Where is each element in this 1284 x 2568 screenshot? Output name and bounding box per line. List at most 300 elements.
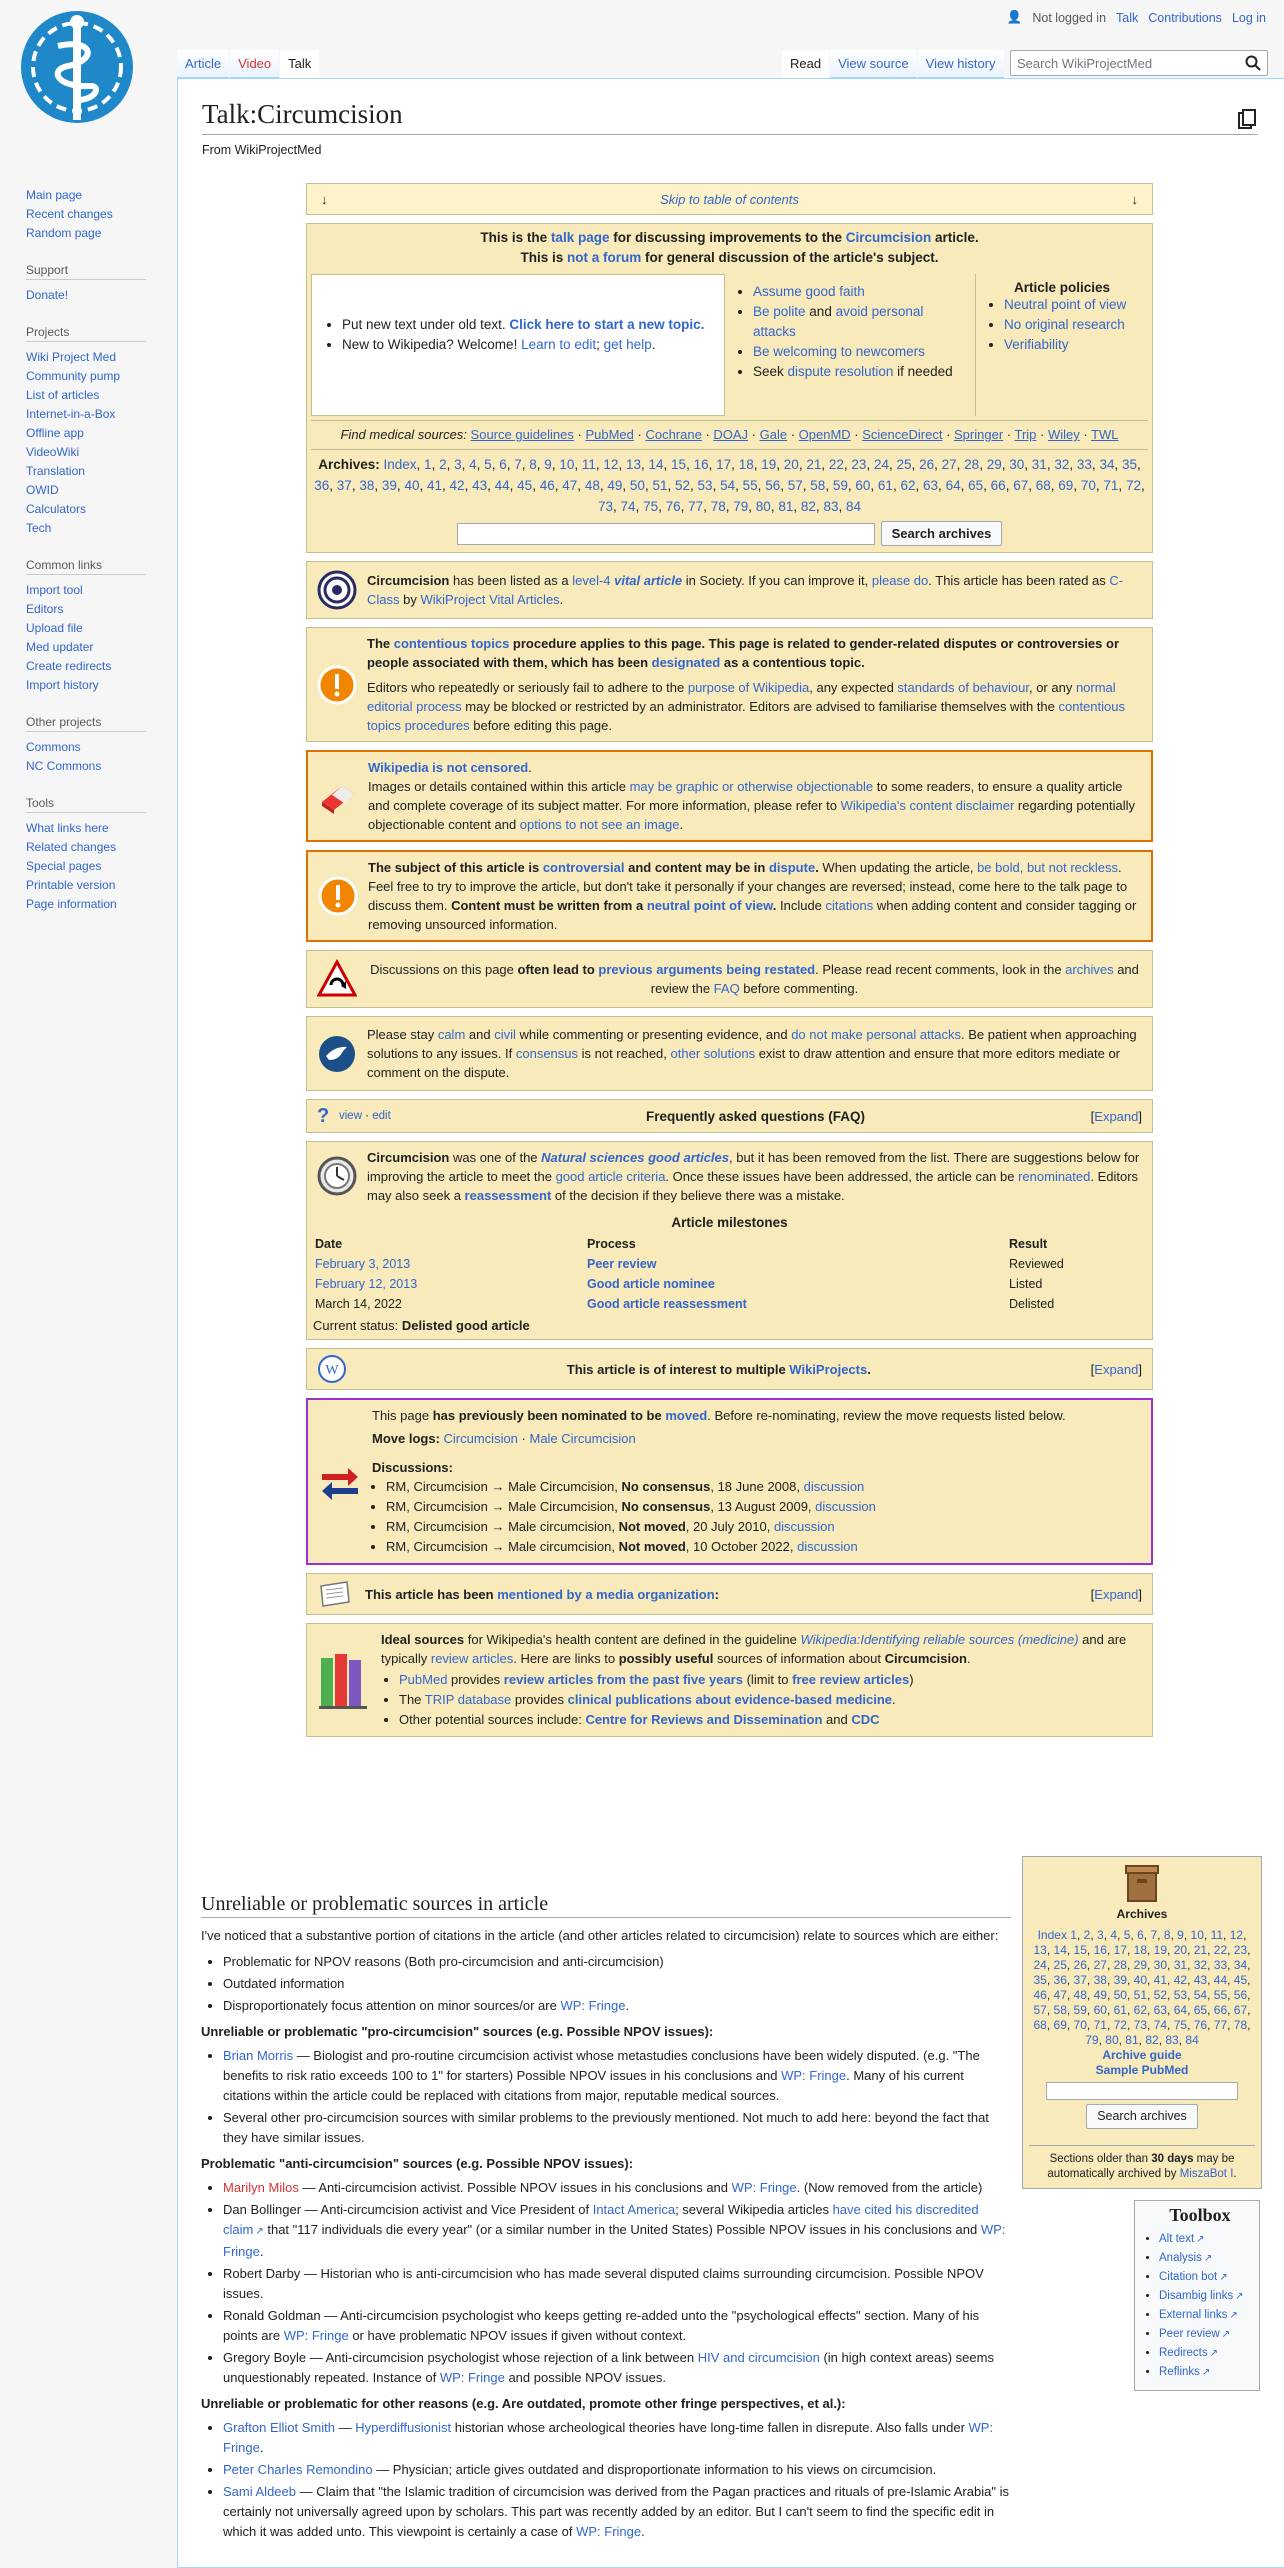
archive-number-link[interactable]: 11 <box>581 457 596 472</box>
archive-number-link[interactable]: 69 <box>1053 2018 1067 2032</box>
sidebar-item-main-page[interactable]: Main page <box>26 188 83 202</box>
archive-number-link[interactable]: 73 <box>1133 2018 1147 2032</box>
sidebar-item-editors[interactable]: Editors <box>26 602 64 616</box>
gale-link[interactable]: Gale <box>759 427 788 442</box>
archive-number-link[interactable]: 57 <box>787 478 803 493</box>
dispute-resolution-link[interactable]: dispute resolution <box>787 364 894 379</box>
archive-number-link[interactable]: 50 <box>1113 1988 1127 2002</box>
wp-fringe-link[interactable]: WP: Fringe <box>283 2328 349 2343</box>
archive-number-link[interactable]: 47 <box>562 478 578 493</box>
wp-fringe-link[interactable]: WP: Fringe <box>731 2180 797 2195</box>
archive-number-link[interactable]: 61 <box>877 478 893 493</box>
archive-number-link[interactable]: 82 <box>800 499 816 514</box>
archive-number-link[interactable]: 70 <box>1073 2018 1087 2032</box>
faq-expand[interactable]: [Expand] <box>1090 1108 1142 1124</box>
sidebar-item-community-pump[interactable]: Community pump <box>26 369 121 383</box>
archive-number-link[interactable]: 4 <box>469 457 477 472</box>
archive-number-link[interactable]: 50 <box>629 478 645 493</box>
be-polite-link[interactable]: Be polite <box>753 304 806 319</box>
sidebar-item-related-changes[interactable]: Related changes <box>26 840 117 854</box>
page-icon[interactable] <box>1238 109 1256 129</box>
sidebar-item-import-tool[interactable]: Import tool <box>26 583 83 597</box>
free-reviews-link[interactable]: free review articles <box>792 1672 910 1687</box>
source-guidelines-link[interactable]: Source guidelines <box>470 427 574 442</box>
sami-aldeeb-link[interactable]: Sami Aldeeb <box>223 2484 296 2499</box>
trip-link[interactable]: Trip <box>1014 427 1037 442</box>
archive-number-link[interactable]: 32 <box>1054 457 1070 472</box>
archive-number-link[interactable]: 33 <box>1213 1958 1228 1972</box>
archive-number-link[interactable]: 14 <box>648 457 664 472</box>
sidebar-item-what-links-here[interactable]: What links here <box>26 821 109 835</box>
archive-number-link[interactable]: 75 <box>1173 2018 1188 2032</box>
talk-page-link[interactable]: talk page <box>550 230 610 245</box>
toolbox-analysis-link[interactable]: Analysis ↗ <box>1159 2252 1212 2264</box>
archive-number-link[interactable]: 17 <box>1113 1943 1127 1957</box>
neutral-pov-link[interactable]: neutral point of view <box>646 898 773 913</box>
archive-number-link[interactable]: 11 <box>1210 1928 1224 1942</box>
archive-number-link[interactable]: 76 <box>665 499 681 514</box>
archive-number-link[interactable]: 79 <box>733 499 749 514</box>
faq-link[interactable]: FAQ <box>713 981 740 996</box>
milestone-date-link[interactable]: February 12, 2013 <box>315 1277 418 1291</box>
archive-number-link[interactable]: 26 <box>919 457 935 472</box>
archive-number-link[interactable]: 3 <box>1097 1928 1104 1942</box>
sidebar-item-commons[interactable]: Commons <box>26 740 81 754</box>
wikiprojects-expand[interactable]: [Expand] <box>1090 1361 1142 1377</box>
archive-number-link[interactable]: 55 <box>1213 1988 1228 2002</box>
archive-number-link[interactable]: 22 <box>828 457 844 472</box>
archive-box-search-input[interactable] <box>1046 2082 1238 2100</box>
discussion-link[interactable]: discussion <box>815 1499 876 1514</box>
sidebar-item-nc-commons[interactable]: NC Commons <box>26 759 102 773</box>
archive-number-link[interactable]: 5 <box>1123 1928 1131 1942</box>
archive-number-link[interactable]: 21 <box>806 457 822 472</box>
wikiprojects-expand-link[interactable]: Expand <box>1094 1361 1139 1377</box>
archive-number-link[interactable]: 7 <box>1150 1928 1158 1942</box>
archive-number-link[interactable]: 68 <box>1035 478 1051 493</box>
archive-number-link[interactable]: 59 <box>832 478 848 493</box>
archive-number-link[interactable]: 59 <box>1073 2003 1087 2017</box>
archive-number-link[interactable]: 28 <box>964 457 980 472</box>
faq-view-link[interactable]: view <box>339 1110 363 1122</box>
archive-number-link[interactable]: 55 <box>742 478 758 493</box>
search-archives-button[interactable]: Search archives <box>881 521 1003 546</box>
archive-number-link[interactable]: 54 <box>1193 1988 1208 2002</box>
archive-number-link[interactable]: 65 <box>1193 2003 1208 2017</box>
archive-number-link[interactable]: 83 <box>1165 2033 1179 2047</box>
archive-number-link[interactable]: 35 <box>1121 457 1138 472</box>
archive-number-link[interactable]: 83 <box>823 499 839 514</box>
archive-number-link[interactable]: 29 <box>1133 1958 1147 1972</box>
sidebar-item-calculators[interactable]: Calculators <box>26 502 87 516</box>
designated-link[interactable]: designated <box>651 655 721 670</box>
archive-number-link[interactable]: 12 <box>1229 1928 1244 1942</box>
level-4-link[interactable]: level-4 <box>572 573 611 588</box>
civil-link[interactable]: civil <box>494 1027 516 1042</box>
c-class-link[interactable]: C-Class <box>367 573 1124 607</box>
archive-number-link[interactable]: 77 <box>688 499 704 514</box>
archive-number-link[interactable]: 8 <box>1163 1928 1171 1942</box>
clinical-publications-link[interactable]: clinical publications about evidence-based medicine <box>567 1692 893 1707</box>
archive-number-link[interactable]: 42 <box>1173 1973 1188 1987</box>
trip-database-link[interactable]: TRIP database <box>424 1692 512 1707</box>
archive-number-link[interactable]: 8 <box>529 457 537 472</box>
brian-morris-link[interactable]: Brian Morris <box>223 2048 294 2063</box>
archive-number-link[interactable]: 15 <box>1073 1943 1087 1957</box>
toolbox-disambig-links-link[interactable]: Disambig links ↗ <box>1159 2290 1244 2302</box>
archive-number-link[interactable]: 74 <box>620 499 636 514</box>
archive-number-link[interactable]: 22 <box>1213 1943 1228 1957</box>
personal-talk-link[interactable]: Talk <box>1116 10 1139 25</box>
archive-number-link[interactable]: 48 <box>1073 1988 1087 2002</box>
archive-number-link[interactable]: 78 <box>1233 2018 1248 2032</box>
archive-number-link[interactable]: 75 <box>643 499 659 514</box>
archive-number-link[interactable]: 20 <box>1173 1943 1188 1957</box>
archive-number-link[interactable]: 18 <box>738 457 754 472</box>
milestone-process-link[interactable]: Good article reassessment <box>587 1297 747 1311</box>
dispute-link[interactable]: dispute <box>768 860 816 875</box>
archive-number-link[interactable]: 41 <box>1153 1973 1168 1987</box>
archive-number-link[interactable]: 61 <box>1113 2003 1127 2017</box>
skip-to-toc-bar[interactable] <box>306 183 1153 215</box>
archive-number-link[interactable]: 23 <box>1233 1943 1248 1957</box>
archive-number-link[interactable]: 78 <box>710 499 726 514</box>
archive-number-link[interactable]: 27 <box>1093 1958 1107 1972</box>
identifying-reliable-sources-link[interactable]: Wikipedia:Identifying reliable sources (medicine) <box>800 1632 1079 1647</box>
archive-number-link[interactable]: 80 <box>1105 2033 1119 2047</box>
archive-number-link[interactable]: 34 <box>1099 457 1115 472</box>
previous-arguments-link[interactable]: previous arguments being restated <box>598 962 816 977</box>
discussion-link[interactable]: discussion <box>797 1539 858 1554</box>
archive-number-link[interactable]: 1 <box>1070 1928 1077 1942</box>
archive-number-link[interactable]: 5 <box>484 457 492 472</box>
archive-number-link[interactable]: 44 <box>1213 1973 1228 1987</box>
archive-number-link[interactable]: 43 <box>472 478 488 493</box>
sidebar-item-upload-file[interactable]: Upload file <box>26 621 83 635</box>
standards-link[interactable]: standards of behaviour <box>897 680 1029 695</box>
archive-number-link[interactable]: 46 <box>1033 1988 1047 2002</box>
sidebar-item-donate[interactable]: Donate! <box>26 288 69 302</box>
archive-number-link[interactable]: 9 <box>1177 1928 1184 1942</box>
archive-number-link[interactable]: 64 <box>1173 2003 1188 2017</box>
archive-number-link[interactable]: 60 <box>1093 2003 1107 2017</box>
archive-number-link[interactable]: 69 <box>1058 478 1074 493</box>
pubmed-link[interactable]: PubMed <box>585 427 634 442</box>
consensus-link[interactable]: consensus <box>515 1046 579 1061</box>
archive-number-link[interactable]: 62 <box>1133 2003 1147 2017</box>
wp-fringe-link[interactable]: WP: Fringe <box>576 2524 642 2539</box>
archive-index-link[interactable]: Index <box>383 457 417 472</box>
cdc-link[interactable]: CDC <box>851 1712 880 1727</box>
toolbox-peer-review-link[interactable]: Peer review ↗ <box>1159 2328 1230 2340</box>
archive-number-link[interactable]: 48 <box>584 478 600 493</box>
circumcision-article-link[interactable]: Circumcision <box>845 230 932 245</box>
discussion-link[interactable]: discussion <box>773 1519 835 1534</box>
archive-number-link[interactable]: 28 <box>1113 1958 1127 1972</box>
archive-number-link[interactable]: 37 <box>1073 1973 1087 1987</box>
archive-number-link[interactable]: 10 <box>1190 1928 1204 1942</box>
archive-number-link[interactable]: 60 <box>855 478 871 493</box>
archive-number-link[interactable]: 18 <box>1133 1943 1147 1957</box>
archive-number-link[interactable]: 67 <box>1233 2003 1248 2017</box>
milestone-process-link[interactable]: Peer review <box>587 1257 657 1271</box>
doaj-link[interactable]: DOAJ <box>713 427 749 442</box>
archive-number-link[interactable]: 20 <box>783 457 799 472</box>
search-input[interactable] <box>1010 50 1268 76</box>
archive-number-link[interactable]: 21 <box>1193 1943 1208 1957</box>
archive-number-link[interactable]: 58 <box>1053 2003 1067 2017</box>
sidebar-item-create-redirects[interactable]: Create redirects <box>26 659 112 673</box>
archive-number-link[interactable]: 81 <box>1125 2033 1139 2047</box>
archive-number-link[interactable]: 81 <box>778 499 794 514</box>
archive-number-link[interactable]: 79 <box>1085 2033 1099 2047</box>
archive-number-link[interactable]: 30 <box>1153 1958 1168 1972</box>
archive-number-link[interactable]: 63 <box>923 478 939 493</box>
archive-number-link[interactable]: 71 <box>1103 478 1119 493</box>
toolbox-reflinks-link[interactable]: Reflinks ↗ <box>1159 2366 1210 2378</box>
archive-number-link[interactable]: 17 <box>716 457 732 472</box>
openmd-link[interactable]: OpenMD <box>798 427 851 442</box>
archive-number-link[interactable]: 24 <box>873 457 889 472</box>
archive-number-link[interactable]: 76 <box>1193 2018 1208 2032</box>
hyperdiffusionist-link[interactable]: Hyperdiffusionist <box>355 2420 452 2435</box>
archive-number-link[interactable]: 26 <box>1073 1958 1087 1972</box>
sidebar-item-internet-in-a-box[interactable]: Internet-in-a-Box <box>26 407 116 421</box>
skip-to-toc-link[interactable]: Skip to table of contents <box>660 191 799 207</box>
archive-number-link[interactable]: 14 <box>1053 1943 1067 1957</box>
archive-number-link[interactable]: 47 <box>1053 1988 1067 2002</box>
get-help-link[interactable]: get help <box>603 337 652 352</box>
archive-number-link[interactable]: 35 <box>1033 1973 1047 1987</box>
sidebar-item-printable-version[interactable]: Printable version <box>26 878 116 892</box>
marilyn-milos-link[interactable]: Marilyn Milos <box>223 2180 299 2195</box>
sidebar-item-wiki-project-med[interactable]: Wiki Project Med <box>26 350 117 364</box>
not-censored-link[interactable]: Wikipedia is not censored <box>368 760 529 775</box>
archive-number-link[interactable]: 29 <box>986 457 1002 472</box>
springer-link[interactable]: Springer <box>954 427 1004 442</box>
archive-number-link[interactable]: 84 <box>845 499 862 514</box>
sample-pubmed-link[interactable]: Sample PubMed <box>1095 2063 1189 2077</box>
archive-number-link[interactable]: 58 <box>810 478 826 493</box>
archive-number-link[interactable]: 2 <box>439 457 447 472</box>
wp-fringe-link[interactable]: WP: Fringe <box>223 2420 994 2455</box>
controversial-link[interactable]: controversial <box>542 860 625 875</box>
wp-fringe-link[interactable]: WP: Fringe <box>223 2222 1006 2259</box>
sciencedirect-link[interactable]: ScienceDirect <box>862 427 943 442</box>
archive-number-link[interactable]: 71 <box>1093 2018 1107 2032</box>
ga-criteria-link[interactable]: good article criteria <box>555 1169 666 1184</box>
site-logo[interactable] <box>18 8 136 150</box>
archive-box-search-button[interactable]: Search archives <box>1086 2104 1198 2129</box>
archive-number-link[interactable]: 1 <box>424 457 432 472</box>
archive-number-link[interactable]: 65 <box>968 478 984 493</box>
sidebar-item-owid[interactable]: OWID <box>26 483 59 497</box>
reassessment-link[interactable]: reassessment <box>464 1188 552 1203</box>
archive-number-link[interactable]: 19 <box>761 457 777 472</box>
archive-number-link[interactable]: 40 <box>404 478 420 493</box>
archive-number-link[interactable]: 66 <box>990 478 1006 493</box>
archive-number-link[interactable]: 10 <box>559 457 575 472</box>
sidebar-item-list-of-articles[interactable]: List of articles <box>26 388 100 402</box>
please-do-link[interactable]: please do <box>871 573 929 588</box>
contentious-topics-link[interactable]: contentious topics <box>393 636 510 651</box>
hiv-circumcision-link[interactable]: HIV and circumcision <box>697 2350 820 2365</box>
sidebar-item-page-information[interactable]: Page information <box>26 897 117 911</box>
archive-number-link[interactable]: 67 <box>1013 478 1029 493</box>
media-expand[interactable]: [Expand] <box>1090 1586 1142 1602</box>
sidebar-item-tech[interactable]: Tech <box>26 521 52 535</box>
archive-number-link[interactable]: 39 <box>1113 1973 1127 1987</box>
wikiprojects-link[interactable]: WikiProjects <box>789 1361 868 1377</box>
archive-number-link[interactable]: 56 <box>765 478 781 493</box>
intact-america-link[interactable]: Intact America <box>592 2202 676 2217</box>
archive-number-link[interactable]: 82 <box>1145 2033 1159 2047</box>
move-log-link[interactable]: Male Circumcision <box>529 1431 636 1446</box>
media-organization-link[interactable]: mentioned by a media organization <box>497 1586 715 1602</box>
archive-number-link[interactable]: 15 <box>671 457 687 472</box>
archive-number-link[interactable]: 16 <box>1093 1943 1107 1957</box>
tab-video[interactable]: Video <box>230 50 279 78</box>
move-log-link[interactable]: Circumcision <box>443 1431 518 1446</box>
archive-number-link[interactable]: 36 <box>314 478 330 493</box>
tab-view-history[interactable]: View history <box>918 50 1004 78</box>
archive-number-link[interactable]: 43 <box>1193 1973 1208 1987</box>
archive-number-link[interactable]: 33 <box>1076 457 1092 472</box>
archive-number-link[interactable]: 9 <box>544 457 552 472</box>
tab-article[interactable]: Article <box>177 50 229 78</box>
archive-search-input[interactable] <box>457 523 875 545</box>
no-personal-attacks-link[interactable]: do not make personal attacks <box>791 1027 962 1042</box>
media-expand-link[interactable]: Expand <box>1094 1586 1139 1602</box>
archive-number-link[interactable]: 72 <box>1125 478 1141 493</box>
wp-fringe-link[interactable]: WP: Fringe <box>781 2068 847 2083</box>
archive-number-link[interactable]: 30 <box>1009 457 1025 472</box>
archive-number-link[interactable]: 32 <box>1193 1958 1208 1972</box>
moved-link[interactable]: moved <box>665 1408 708 1423</box>
archive-number-link[interactable]: 25 <box>1053 1958 1067 1972</box>
archive-number-link[interactable]: 13 <box>1033 1943 1047 1957</box>
archives-link[interactable]: archives <box>1065 962 1114 977</box>
archive-number-link[interactable]: 52 <box>675 478 691 493</box>
archive-number-link[interactable]: 31 <box>1031 457 1047 472</box>
recent-reviews-link[interactable]: review articles from the past five years <box>503 1672 743 1687</box>
objectionable-link[interactable]: may be graphic or otherwise objectionable <box>629 779 874 794</box>
contentious-procedures-link[interactable]: contentious topics procedures <box>367 699 1125 733</box>
assume-good-faith-link[interactable]: Assume good faith <box>753 284 865 299</box>
archive-number-link[interactable]: 2 <box>1083 1928 1091 1942</box>
toolbox-redirects-link[interactable]: Redirects ↗ <box>1159 2347 1218 2359</box>
natural-sciences-ga-link[interactable]: Natural sciences good articles <box>541 1150 729 1165</box>
sidebar-item-random-page[interactable]: Random page <box>26 226 102 240</box>
archive-number-link[interactable]: 38 <box>359 478 375 493</box>
faq-expand-link[interactable]: Expand <box>1094 1108 1139 1124</box>
sidebar-item-med-updater[interactable]: Med updater <box>26 640 94 654</box>
archive-number-link[interactable]: 40 <box>1133 1973 1147 1987</box>
welcoming-link[interactable]: Be welcoming to newcomers <box>753 344 925 359</box>
archive-number-link[interactable]: 49 <box>607 478 623 493</box>
archive-number-link[interactable]: 3 <box>454 457 462 472</box>
archive-number-link[interactable]: 7 <box>514 457 522 472</box>
grafton-elliot-smith-link[interactable]: Grafton Elliot Smith <box>223 2420 335 2435</box>
archive-number-link[interactable]: 39 <box>381 478 397 493</box>
archive-number-link[interactable]: 19 <box>1153 1943 1168 1957</box>
archive-number-link[interactable]: 70 <box>1080 478 1096 493</box>
calm-link[interactable]: calm <box>437 1027 466 1042</box>
archive-number-link[interactable]: 45 <box>517 478 533 493</box>
not-a-forum-link[interactable]: not a forum <box>566 250 642 265</box>
archive-index-link[interactable]: Index <box>1037 1928 1067 1942</box>
archive-number-link[interactable]: 36 <box>1053 1973 1067 1987</box>
verifiability-link[interactable]: Verifiability <box>1004 337 1069 352</box>
tab-talk[interactable]: Talk <box>280 50 319 78</box>
renominated-link[interactable]: renominated <box>1018 1169 1091 1184</box>
archive-number-link[interactable]: 57 <box>1033 2003 1047 2017</box>
archive-number-link[interactable]: 64 <box>945 478 961 493</box>
purpose-link[interactable]: purpose of Wikipedia <box>687 680 810 695</box>
no-original-research-link[interactable]: No original research <box>1004 317 1125 332</box>
options-not-see-image-link[interactable]: options to not see an image <box>519 817 680 832</box>
archive-number-link[interactable]: 41 <box>426 478 443 493</box>
sidebar-item-offline-app[interactable]: Offline app <box>26 426 84 440</box>
miszabot-link[interactable]: MiszaBot I <box>1179 2168 1234 2180</box>
archive-number-link[interactable]: 44 <box>494 478 510 493</box>
review-articles-link[interactable]: review articles <box>430 1651 514 1666</box>
vital-article-link[interactable]: vital article <box>614 573 683 588</box>
toolbox-citation-bot-link[interactable]: Citation bot ↗ <box>1159 2271 1228 2283</box>
archive-number-link[interactable]: 4 <box>1110 1928 1118 1942</box>
sidebar-item-videowiki[interactable]: VideoWiki <box>26 445 80 459</box>
archive-number-link[interactable]: 24 <box>1033 1958 1047 1972</box>
wp-fringe-link[interactable]: WP: Fringe <box>439 2370 505 2385</box>
editorial-process-link[interactable]: normal editorial process <box>367 680 1116 714</box>
learn-to-edit-link[interactable]: Learn to edit <box>521 337 597 352</box>
wikiproject-vital-link[interactable]: WikiProject Vital Articles <box>420 592 560 607</box>
archive-number-link[interactable]: 16 <box>693 457 709 472</box>
archive-number-link[interactable]: 62 <box>900 478 916 493</box>
search-icon[interactable] <box>1245 55 1261 71</box>
archive-number-link[interactable]: 13 <box>625 457 641 472</box>
archive-number-link[interactable]: 73 <box>597 499 613 514</box>
crd-link[interactable]: Centre for Reviews and Dissemination <box>585 1712 823 1727</box>
archive-number-link[interactable]: 6 <box>1137 1928 1144 1942</box>
archive-number-link[interactable]: 42 <box>449 478 465 493</box>
archive-number-link[interactable]: 77 <box>1213 2018 1228 2032</box>
milestone-date-link[interactable]: February 3, 2013 <box>315 1257 411 1271</box>
archive-number-link[interactable]: 72 <box>1113 2018 1127 2032</box>
content-disclaimer-link[interactable]: Wikipedia's content disclaimer <box>840 798 1015 813</box>
archive-number-link[interactable]: 49 <box>1093 1988 1107 2002</box>
toolbox-alt-text-link[interactable]: Alt text ↗ <box>1159 2233 1205 2245</box>
archive-number-link[interactable]: 23 <box>851 457 867 472</box>
sidebar-item-translation[interactable]: Translation <box>26 464 85 478</box>
other-solutions-link[interactable]: other solutions <box>670 1046 756 1061</box>
tab-view-source[interactable]: View source <box>830 50 917 78</box>
faq-edit-link[interactable]: edit <box>372 1110 391 1122</box>
archive-number-link[interactable]: 51 <box>652 478 668 493</box>
archive-number-link[interactable]: 31 <box>1173 1958 1188 1972</box>
archive-guide-link[interactable]: Archive guide <box>1102 2048 1182 2062</box>
avoid-personal-attacks-link[interactable]: avoid personal attacks <box>753 304 924 339</box>
archive-number-link[interactable]: 66 <box>1213 2003 1228 2017</box>
archive-number-link[interactable]: 12 <box>603 457 619 472</box>
discredited-claim-link[interactable]: have cited his discredited claim ↗ <box>223 2202 979 2237</box>
archive-number-link[interactable]: 53 <box>697 478 713 493</box>
archive-number-link[interactable]: 84 <box>1185 2033 1199 2047</box>
archive-number-link[interactable]: 53 <box>1173 1988 1188 2002</box>
archive-number-link[interactable]: 74 <box>1153 2018 1168 2032</box>
login-link[interactable]: Log in <box>1231 10 1266 25</box>
npov-link[interactable]: Neutral point of view <box>1004 297 1127 312</box>
